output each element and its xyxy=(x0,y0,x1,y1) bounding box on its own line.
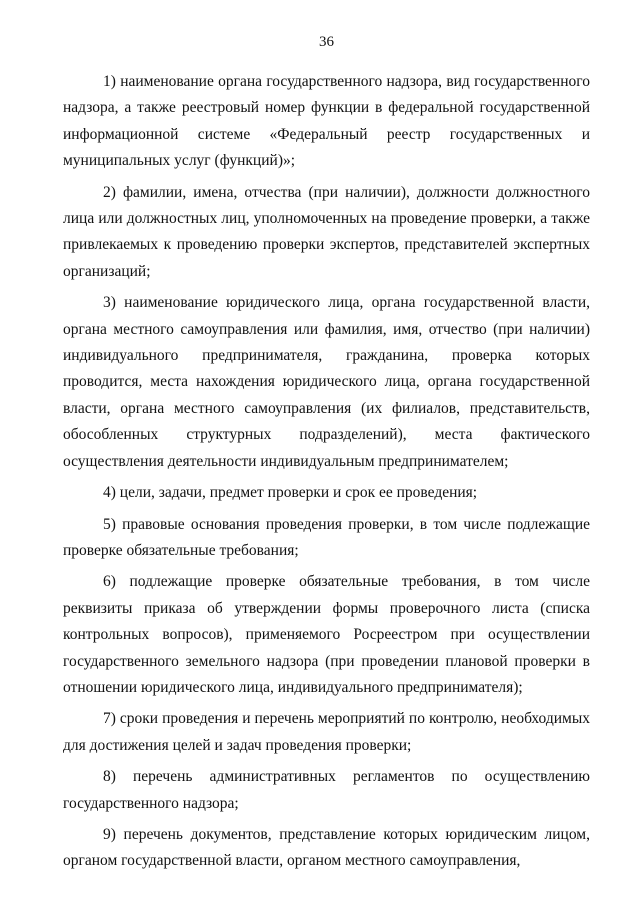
paragraph-3: 3) наименование юридического лица, органа государственной власти, органа местного самоуправления или фамилия, имя, отчество (при наличии) индивидуального предпринимателя, гражданина, проверка которых проводится, места нахождения юридического лица, органа государственной власти, органа местного самоуправления (их филиалов, представительств, обособленных структурных подразделений), места фактического осуществления деятельности индивидуальным предпринимателем; xyxy=(63,294,590,470)
page-number: 36 xyxy=(319,34,334,50)
paragraph-9: 9) перечень документов, представление которых юридическим лицом, органом государственной власти, органом местного самоуправления, xyxy=(63,825,590,870)
paragraph-6: 6) подлежащие проверке обязательные требования, в том числе реквизиты приказа об утверждении формы проверочного листа (списка контрольных вопросов), применяемого Росреестром при осуществлении государственного земельного надзора (при проведении плановой проверки в отношении юридического лица, индивидуального предпринимателя); xyxy=(63,573,590,696)
paragraph-8: 8) перечень административных регламентов по осуществлению государственного надзора; xyxy=(63,768,590,812)
document-body xyxy=(63,69,590,875)
paragraph-7: 7) сроки проведения и перечень мероприятий по контролю, необходимых для достижения целей и задач проведения проверки; xyxy=(63,710,590,754)
paragraph-1: 1) наименование органа государственного надзора, вид государственного надзора, а также реестровый номер функции в федеральной государственной информационной системе «Федеральный реестр государственных и муниципальных услуг (функций)»; xyxy=(63,73,590,170)
paragraph-5: 5) правовые основания проведения проверки, в том числе подлежащие проверке обязательные требования; xyxy=(63,515,590,559)
paragraph-4: 4) цели, задачи, предмет проверки и срок ее проведения; xyxy=(103,484,478,502)
paragraph-2: 2) фамилии, имена, отчества (при наличии), должности должностного лица или должностных лиц, уполномоченных на проведение проверки, а также привлекаемых к проведению проверки экспертов, представителей экспертных организаций; xyxy=(63,183,590,280)
